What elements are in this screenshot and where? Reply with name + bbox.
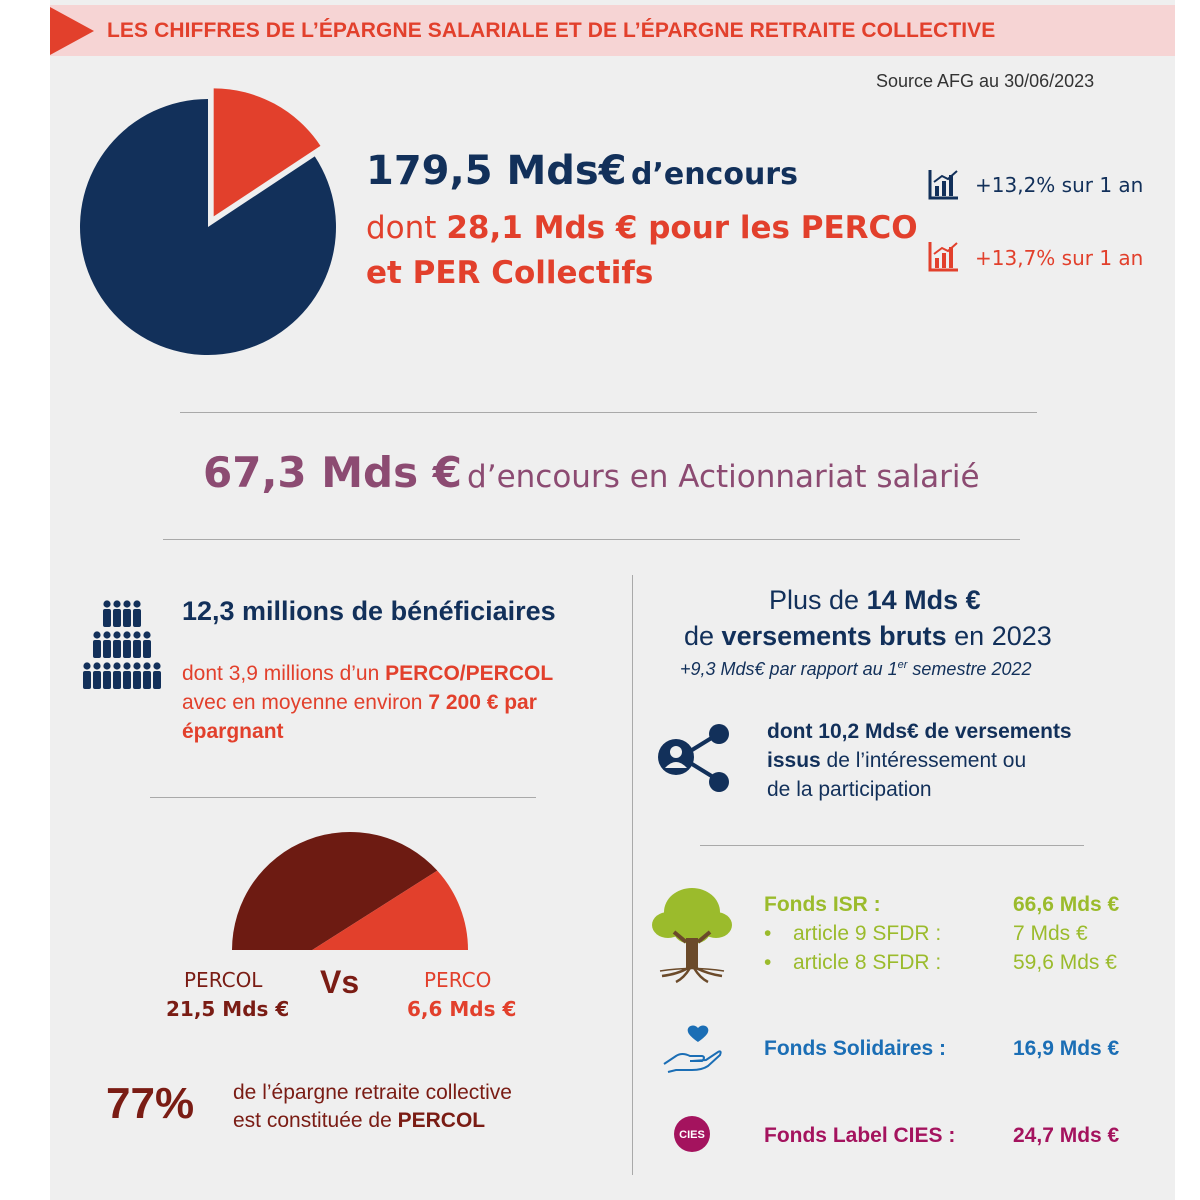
encours-pie-chart [70,70,360,370]
percol-label: PERCOL [184,968,263,992]
actionnariat-suffix: d’encours en Actionnariat salarié [467,459,980,495]
actionnariat-amount: 67,3 Mds € [203,448,462,497]
tree-icon [650,880,734,984]
versements-line1-text: Plus de [769,585,867,615]
person-icon-body [103,640,111,658]
beneficiaires-line2-text: avec en moyenne environ [182,691,429,714]
person-icon-head [143,662,150,669]
isr-value: 66,6 Mds € [1013,893,1120,916]
person-icon-body [83,671,91,689]
encours-perco-amount: 28,1 Mds € pour les PERCO [446,210,918,246]
person-icon-head [133,631,140,638]
person-icon-head [123,662,130,669]
versements-note-suffix: semestre 2022 [907,659,1032,679]
beneficiaires-line1 [182,662,553,686]
versements-detail-line1: dont 10,2 Mds€ de versements [767,720,1072,743]
percol-share-percent: 77% [106,1079,195,1128]
person-icon-body [93,640,101,658]
versements-total: 14 Mds € [866,585,981,615]
person-icon-body [133,671,141,689]
bar-chart-growth-icon [928,168,960,200]
percol-share-plan: PERCOL [397,1109,486,1132]
isr-item [764,951,941,975]
heart-hand-icon [662,1024,722,1074]
divider [163,539,1020,540]
isr-label: Fonds ISR : [764,893,881,916]
person-icon-head [103,600,110,607]
cies-logo-text: CIES [679,1129,705,1141]
isr-item-value: 59,6 Mds € [1013,951,1117,974]
person-icon-head [103,662,110,669]
encours-perco-line2: et PER Collectifs [366,255,654,291]
versements-detail-text: de l’intéressement ou [820,749,1027,772]
cies-value: 24,7 Mds € [1013,1124,1120,1147]
person-icon-head [103,631,110,638]
people-group-icon [80,598,164,694]
person-icon-head [93,631,100,638]
person-icon-body [113,671,121,689]
growth-total: +13,2% sur 1 an [975,173,1144,197]
percol-share-line2 [233,1109,485,1133]
percol-share-line2-text: est constituée de [233,1109,398,1132]
person-icon-body [103,671,111,689]
encours-suffix: d’encours [630,157,798,192]
cies-label: Fonds Label CIES : [764,1124,956,1147]
person-icon-head [153,662,160,669]
column-divider [632,575,633,1175]
title-arrow-icon [50,7,94,55]
solidaires-value: 16,9 Mds € [1013,1037,1120,1060]
cies-logo [672,1114,712,1154]
encours-amount: 179,5 Mds€ [366,148,627,194]
bullet-icon: • [764,922,772,945]
encours-perco-prefix: dont [366,210,437,246]
beneficiaires-plan: PERCO/PERCOL [385,662,554,685]
person-icon-body [123,640,131,658]
versements-bruts: versements bruts [721,621,947,651]
versements-line2-prefix: de [684,621,722,651]
person-icon-head [133,600,140,607]
beneficiaires-line2 [182,691,537,715]
person-icon-head [133,662,140,669]
beneficiaires-line1-text: dont 3,9 millions d’un [182,662,386,685]
versements-detail-line2 [767,749,1026,773]
divider [150,797,536,798]
encours-line [366,148,798,194]
versements-line2 [684,621,1052,652]
beneficiaires-title: 12,3 millions de bénéficiaires [182,596,556,626]
encours-perco-line [366,210,918,246]
person-icon-head [123,631,130,638]
versements-note-sup: er [897,659,908,671]
person-icon-body [143,640,151,658]
person-icon-body [143,671,151,689]
person-icon-body [113,640,121,658]
person-icon-head [83,662,90,669]
person-icon-body [133,609,141,627]
person-icon-head [113,662,120,669]
person-icon-head [93,662,100,669]
person-icon-body [153,671,161,689]
person-icon-head [123,600,130,607]
beneficiaires-line3: épargnant [182,720,284,743]
person-icon-body [133,640,141,658]
percol-value: 21,5 Mds € [166,997,290,1021]
solidaires-label: Fonds Solidaires : [764,1037,947,1060]
growth-perco: +13,7% sur 1 an [975,246,1144,270]
percol-share-line1: de l’épargne retraite collective [233,1081,512,1104]
actionnariat-line [203,448,980,497]
page-title: LES CHIFFRES DE L’ÉPARGNE SALARIALE ET DE L’ÉPARGNE RETRAITE COLLECTIVE [107,19,996,42]
person-icon-head [143,631,150,638]
versements-line2-suffix: en 2023 [946,621,1052,651]
versus-label: Vs [320,964,360,1000]
isr-item-label: article 9 SFDR : [793,922,942,945]
person-icon-body [103,609,111,627]
share-network-icon [656,722,736,796]
percol-perco-gauge [230,826,470,952]
person-icon-head [113,600,120,607]
versements-line1 [769,585,981,616]
versements-detail-line3: de la participation [767,778,932,801]
person-icon-head [113,631,120,638]
versements-note-text: +9,3 Mds€ par rapport au 1 [680,659,898,679]
perco-value: 6,6 Mds € [407,997,517,1021]
bullet-icon: • [764,951,772,974]
bar-chart-growth-icon [928,240,960,272]
divider [700,845,1084,846]
isr-item-value: 7 Mds € [1013,922,1088,945]
divider [180,412,1037,413]
person-icon-body [123,609,131,627]
person-icon-body [123,671,131,689]
person-icon-body [93,671,101,689]
versements-note [680,659,1032,680]
source-note: Source AFG au 30/06/2023 [876,71,1095,91]
isr-item [764,922,941,946]
beneficiaires-average: 7 200 € par [428,691,537,714]
person-icon-body [113,609,121,627]
versements-detail-issus: issus [767,749,821,772]
perco-label: PERCO [424,968,492,992]
isr-item-label: article 8 SFDR : [793,951,942,974]
